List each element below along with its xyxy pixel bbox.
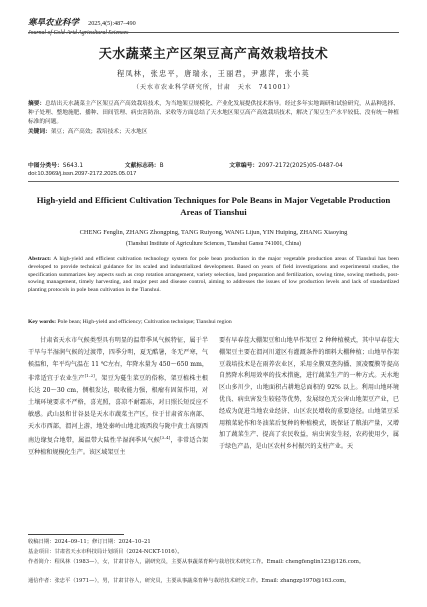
authors-en: CHENG Fenglin, ZHANG Zhongping, TANG Ruiyong, WANG Lijun, YIN Huiping, ZHANG Xiaoying (79, 229, 348, 236)
keywords-cn (28, 128, 399, 137)
abstract-cn-text: 总结出天水蔬菜主产区架豆高产高效栽培技术，为当地架豆规模化、产业化发展提供技术指导。经过多年实地调研和试验研究，从品种选择、种子处理、整地施肥、播种、田间管理、病虫害防治、采收等方面总结了天水地区架豆高产高效栽培技术，解决了架豆生产水平较低、没有统一种植标准的问题。 (28, 101, 399, 126)
body-paragraph: 要有早春茬大棚架豆和山地旱作架豆 2 种种植模式，其中早春茬大棚架豆主要在渭河川道区有灌溉条件的细料大棚种植；山地旱作架豆栽培技术是在雨养农业区，采用全膜双垄沟播、顶凌覆膜等提高自然降水利用效率的技术措施，进行蔬菜生产的一种方式。天水地区山多川少，山地面积占耕地总面积的 92% 以上。利用山地环境优良、病虫害发生较轻等优势，发展绿色无公害山地架豆产业，已经成为促进当地农业经济、山区农民增收的重要途径。山地架豆采用粮菜轮作和冬油菜后复种的种植模式，既保证了粮油产量，又增加了蔬菜生产、提高了农民收益，病虫害发生轻，农药使用少，属于绿色产品，是山区农村乡村振兴的支柱产业。天 (219, 337, 399, 451)
classification-row (28, 160, 399, 169)
article-title-cn: 天水蔬菜主产区架豆高产高效栽培技术 (98, 47, 329, 62)
doi-link[interactable]: doi:10.3969/j.issn.2097-2172.2025.05.017 (28, 171, 137, 177)
body-column-right (219, 335, 399, 453)
authors-cn: 程凤林，张忠平，唐瑞永，王丽君，尹惠萍，张小英 (117, 69, 310, 78)
footnote-author: 作者简介：程凤林（1983—），女，甘肃甘谷人，副研究员，主要从事蔬菜育种与栽培技术研究工作。Email: chengfenglin123@126.com。 (28, 559, 365, 565)
affiliation-cn: （天水市农业科学研究所，甘肃 天水 741001） (132, 84, 295, 91)
keywords-en (28, 319, 399, 325)
abstract-cn-label: 摘要： (28, 101, 46, 107)
footnote-fund: 基金项目：甘肃省天水市科技局计划项目（2024-NCKT-1016）。 (28, 549, 183, 555)
footnote-corresponding: 通信作者：张忠平（1971—），男，甘肃甘谷人，研究员，主要从事蔬菜育种与栽培技术研究工作。Email: zhangzp1970@163.com。 (28, 578, 350, 584)
body-paragraph (28, 335, 208, 459)
abstract-en-text: A high-yield and efficient cultivation technology system for pole bean production in the major vegetable production areas of Tianshui has been developed to provide technical guidance for its scaled and industrialized development. Based on years of field investigations and experimental studies, the specification summarizes key aspects such as crop rotation arrangement, variety selection, land preparation and fertilization, sowing time, sowing methods, post-sowing management, timely harvesting, and major pest and disease control, aiming to addresses the issues of low production levels and lack of standardized planting protocols in pole bean cultivation in the Tianshui. (28, 256, 400, 294)
clc-label: 中图分类号： (28, 163, 63, 169)
body-text: ，非常适合架豆种植和规模化生产。该区域架豆主 (28, 437, 209, 457)
keywords-cn-text: 架豆；高产高效；栽培技术；天水地区 (50, 128, 148, 135)
affiliation-en: (Tianshui Institute of Agriculture Sciences, Tianshui Gansu 741001, China) (126, 241, 301, 247)
abstract-en (28, 256, 399, 295)
clc-code: S643.1 (62, 163, 84, 169)
doc-code: B (159, 163, 164, 169)
journal-issue: 2025,4(5):487–490 (88, 20, 136, 27)
section-rule (28, 181, 399, 182)
article-number-label: 文章编号： (229, 163, 259, 169)
keywords-en-text: Pole bean; High-yield and efficiency; Cultivation technique; Tianshui region (57, 319, 232, 325)
doc-code-label: 文献标志码： (124, 163, 160, 169)
footnote-rule (28, 534, 124, 535)
abstract-en-label: Abstract: (28, 256, 52, 262)
journal-title-en: Journal of Cold-Arid Agricultural Sciences (28, 30, 129, 36)
header-rule (28, 32, 399, 33)
journal-title-cn: 寒旱农业科学 (28, 18, 80, 28)
body-text: 。架豆为蔓生菜豆的俗称，架豆植株主根长达 20～30 cm，侧根发达，吸收能力强，根瘤有固氮作用，对土壤环境要求不严格，喜光照，喜凉不耐霜冻，对日照长短反应不敏感。武山县和甘谷县是天水市蔬菜主产区，位于甘肃省东南部、天水市西部，渭河上游，地处秦岭山地北坡西段与陇中黄土高原西南边缘复合地带，属温带大陆性半湿润季风气候 (28, 375, 208, 445)
keywords-cn-label: 关键词： (28, 128, 51, 135)
article-number: 2097-2172(2025)05-0487-04 (258, 163, 343, 169)
abstract-cn (28, 100, 399, 137)
keywords-en-label: Key words: (28, 319, 56, 325)
footnote-received: 收稿日期：2024–09–11；修订日期：2024–10–21 (28, 539, 151, 545)
citation[interactable]: [1–2] (84, 373, 95, 379)
citation[interactable]: [3–4] (160, 435, 171, 441)
body-text: 甘肃省天水市气候类型具有明显的温带季风气候特征，属于半干旱与半湿润气候的过渡带，四季分明，夏无酷暑，冬无严寒，气候温和，年平均气温在 11 ℃左右，年降水量为 450～650 mm，非常适宜于农业生产 (28, 337, 208, 383)
body-column-left (28, 335, 208, 459)
article-title-en: High-yield and Efficient Cultivation Techniques for Pole Beans in Major Vegetable Production Areas of Tianshui (36, 195, 391, 217)
